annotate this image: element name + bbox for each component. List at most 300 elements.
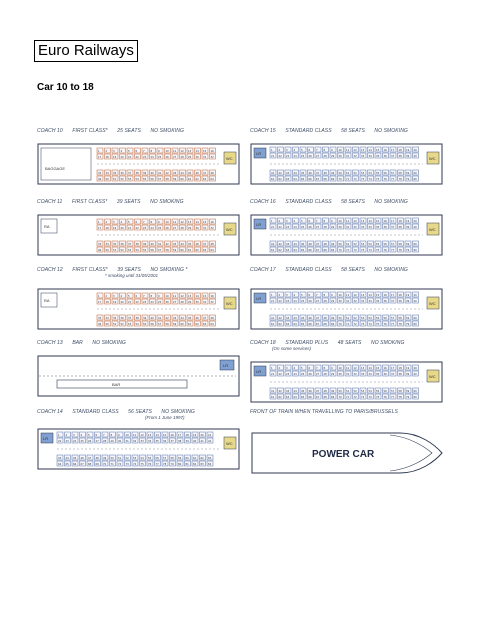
seat-number: 73 <box>361 177 365 181</box>
seat-number: 46 <box>308 316 312 320</box>
seat-number: 33 <box>361 154 365 158</box>
seat-number: 21 <box>128 300 132 304</box>
seat-number: 40 <box>413 225 417 229</box>
seat-number: 72 <box>353 395 357 399</box>
seat-number: 53 <box>128 248 132 252</box>
seat-number: 11 <box>346 148 350 152</box>
seat-number: 12 <box>353 366 357 370</box>
seat-number: 57 <box>163 456 167 460</box>
seat-number: 12 <box>180 220 184 224</box>
lr-label: LR <box>256 222 262 227</box>
seat-number: 64 <box>293 322 297 326</box>
coach-seats: 48 SEATS <box>337 340 362 346</box>
seat-number: 40 <box>150 242 154 246</box>
coach-class: STANDARD CLASS <box>285 199 332 205</box>
wc-label: WC <box>226 301 233 306</box>
seat-number: 47 <box>316 389 320 393</box>
wc-label: WC <box>429 301 436 306</box>
seat-number: 69 <box>331 395 335 399</box>
seat-number: 44 <box>293 316 297 320</box>
seat-number: 75 <box>140 462 144 466</box>
seat-number: 77 <box>391 177 395 181</box>
seat-number: 31 <box>346 154 350 158</box>
seat-number: 7 <box>316 366 318 370</box>
end-label: RA <box>44 224 50 229</box>
seat-number: 41 <box>271 171 275 175</box>
seat-number: 58 <box>165 322 169 326</box>
seat-number: 7 <box>143 149 145 153</box>
coach-seat-plan <box>37 140 242 192</box>
seat-number: 14 <box>368 293 372 297</box>
seat-number: 1 <box>98 220 100 224</box>
seat-number: 52 <box>353 242 357 246</box>
seat-number: 68 <box>323 322 327 326</box>
seat-number: 81 <box>185 462 189 466</box>
seat-number: 35 <box>113 316 117 320</box>
seat-number: 41 <box>200 439 204 443</box>
seat-number: 4 <box>120 220 123 224</box>
coach-seats: 58 SEATS <box>341 128 365 134</box>
seat-number: 58 <box>398 389 402 393</box>
seat-number: 50 <box>105 248 109 252</box>
seat-number: 49 <box>331 389 335 393</box>
coach-smoking: NO SMOKING * <box>150 267 188 273</box>
seat-number: 14 <box>195 220 199 224</box>
seat-number: 7 <box>103 433 105 437</box>
seat-number: 38 <box>398 225 402 229</box>
seat-number: 23 <box>286 154 290 158</box>
seat-number: 10 <box>165 294 169 298</box>
coach-seats: 58 SEATS <box>341 199 365 205</box>
seat-number: 28 <box>103 439 107 443</box>
seat-number: 27 <box>173 155 177 159</box>
seat-number: 76 <box>383 395 387 399</box>
seat-number: 60 <box>413 242 417 246</box>
lr-label: LR <box>256 296 262 301</box>
seat-number: 13 <box>148 433 152 437</box>
seat-number: 47 <box>203 171 207 175</box>
seat-number: 29 <box>331 225 335 229</box>
seat-number: 38 <box>398 372 402 376</box>
seat-number: 2 <box>278 366 281 370</box>
seat-number: 69 <box>331 322 335 326</box>
seat-number: 64 <box>293 177 297 181</box>
seat-number: 36 <box>383 154 387 158</box>
seat-number: 2 <box>105 294 108 298</box>
coach-class: STANDARD PLUS <box>285 340 329 346</box>
seat-number: 52 <box>353 389 357 393</box>
seat-number: 50 <box>338 242 342 246</box>
seat-number: 1 <box>58 433 60 437</box>
seat-number: 61 <box>271 248 275 252</box>
seat-number: 63 <box>286 177 290 181</box>
coach-header <box>250 199 480 205</box>
seat-number: 47 <box>316 316 320 320</box>
seat-number: 3 <box>286 366 288 370</box>
seat-number: 72 <box>353 322 357 326</box>
seat-number: 42 <box>208 439 212 443</box>
seat-number: 9 <box>158 149 160 153</box>
seat-number: 77 <box>155 462 159 466</box>
seat-number: 34 <box>148 439 152 443</box>
seat-number: 55 <box>376 242 380 246</box>
seat-number: 28 <box>323 154 327 158</box>
seat-number: 72 <box>118 462 122 466</box>
seat-number: 21 <box>271 372 275 376</box>
seat-number: 6 <box>308 293 311 297</box>
seat-number: 35 <box>113 171 117 175</box>
seat-number: 16 <box>170 433 174 437</box>
coach-name: COACH 17 <box>250 267 276 273</box>
seat-number: 37 <box>391 154 395 158</box>
seat-number: 12 <box>180 294 184 298</box>
seat-number: 47 <box>203 316 207 320</box>
seat-number: 23 <box>143 300 147 304</box>
seat-number: 41 <box>271 316 275 320</box>
coach-seat-plan <box>250 211 445 263</box>
seat-number: 45 <box>301 242 305 246</box>
seat-number: 79 <box>406 395 410 399</box>
seat-number: 30 <box>195 300 199 304</box>
seat-number: 62 <box>195 322 199 326</box>
seat-number: 20 <box>200 433 204 437</box>
seat-number: 52 <box>120 177 124 181</box>
seat-number: 28 <box>180 226 184 230</box>
seat-number: 59 <box>406 389 410 393</box>
seat-number: 59 <box>178 456 182 460</box>
seat-number: 7 <box>143 294 145 298</box>
seat-number: 49 <box>331 242 335 246</box>
seat-number: 60 <box>185 456 189 460</box>
lr-label: LR <box>256 369 262 374</box>
seat-number: 18 <box>398 148 402 152</box>
seat-number: 66 <box>308 177 312 181</box>
seat-number: 42 <box>165 316 169 320</box>
seat-number: 22 <box>278 299 282 303</box>
wc-label: WC <box>429 227 436 232</box>
seat-number: 63 <box>203 322 207 326</box>
seat-number: 16 <box>210 220 214 224</box>
seat-number: 76 <box>383 248 387 252</box>
seat-number: 21 <box>271 225 275 229</box>
seat-number: 38 <box>135 316 139 320</box>
seat-number: 28 <box>180 300 184 304</box>
seat-number: 55 <box>143 322 147 326</box>
seat-number: 59 <box>173 322 177 326</box>
seat-number: 68 <box>323 177 327 181</box>
seat-number: 25 <box>301 225 305 229</box>
seat-number: 46 <box>195 171 199 175</box>
seat-number: 64 <box>210 248 214 252</box>
seat-number: 6 <box>135 149 138 153</box>
seat-number: 30 <box>118 439 122 443</box>
seat-number: 20 <box>120 300 124 304</box>
seat-number: 24 <box>150 155 154 159</box>
seat-number: 36 <box>383 299 387 303</box>
seat-number: 14 <box>155 433 159 437</box>
coach-class: FIRST CLASS* <box>71 199 108 205</box>
seat-number: 6 <box>308 219 311 223</box>
seat-number: 36 <box>163 439 167 443</box>
seat-number: 59 <box>406 171 410 175</box>
end-label: BAGGAGE <box>45 166 66 171</box>
seat-number: 58 <box>170 456 174 460</box>
seat-number: 17 <box>391 219 395 223</box>
seat-number: 6 <box>308 366 311 370</box>
seat-number: 53 <box>133 456 137 460</box>
seat-number: 45 <box>301 171 305 175</box>
seat-number: 27 <box>316 154 320 158</box>
seat-number: 31 <box>346 372 350 376</box>
seat-number: 3 <box>113 294 115 298</box>
seat-number: 36 <box>383 225 387 229</box>
seat-number: 14 <box>195 149 199 153</box>
seat-number: 46 <box>308 242 312 246</box>
coach-note: (On some services) <box>272 346 312 351</box>
seat-number: 33 <box>98 242 102 246</box>
seat-number: 10 <box>338 293 342 297</box>
seat-number: 26 <box>308 225 312 229</box>
seat-number: 44 <box>293 242 297 246</box>
seat-number: 69 <box>331 177 335 181</box>
seat-number: 66 <box>308 248 312 252</box>
seat-number: 57 <box>158 248 162 252</box>
seat-number: 49 <box>98 177 102 181</box>
seat-number: 11 <box>133 433 137 437</box>
seat-number: 80 <box>413 177 417 181</box>
seat-number: 60 <box>180 177 184 181</box>
seat-number: 18 <box>398 219 402 223</box>
lr-label: LR <box>43 436 49 441</box>
seat-number: 14 <box>368 366 372 370</box>
seat-number: 42 <box>165 171 169 175</box>
seat-number: 31 <box>203 300 207 304</box>
seat-number: 2 <box>278 148 281 152</box>
seat-number: 65 <box>65 462 69 466</box>
coach-seat-plan <box>250 140 445 192</box>
seat-number: 29 <box>331 299 335 303</box>
seat-number: 65 <box>301 248 305 252</box>
seat-number: 75 <box>376 322 380 326</box>
seat-number: 25 <box>158 300 162 304</box>
seat-number: 58 <box>165 248 169 252</box>
seat-number: 14 <box>195 294 199 298</box>
seat-number: 47 <box>203 242 207 246</box>
seat-number: 3 <box>73 433 75 437</box>
seat-number: 30 <box>338 225 342 229</box>
seat-number: 32 <box>133 439 137 443</box>
seat-number: 70 <box>338 322 342 326</box>
seat-number: 53 <box>361 316 365 320</box>
wc-label: WC <box>429 374 436 379</box>
seat-number: 27 <box>173 226 177 230</box>
seat-number: 53 <box>128 177 132 181</box>
seat-number: 18 <box>105 155 109 159</box>
seat-number: 32 <box>210 155 214 159</box>
seat-number: 42 <box>278 316 282 320</box>
seat-number: 46 <box>195 316 199 320</box>
seat-number: 35 <box>113 242 117 246</box>
seat-number: 21 <box>208 433 212 437</box>
seat-number: 56 <box>383 316 387 320</box>
coach-smoking: NO SMOKING <box>150 199 184 205</box>
seat-number: 26 <box>165 226 169 230</box>
seat-number: 66 <box>308 322 312 326</box>
seat-number: 63 <box>203 177 207 181</box>
seat-number: 49 <box>98 322 102 326</box>
seat-number: 10 <box>125 433 129 437</box>
seat-number: 59 <box>406 316 410 320</box>
seat-number: 80 <box>413 395 417 399</box>
seat-number: 23 <box>143 155 147 159</box>
seat-number: 43 <box>173 316 177 320</box>
seat-number: 8 <box>110 433 113 437</box>
seat-number: 51 <box>346 316 350 320</box>
seat-number: 30 <box>338 299 342 303</box>
seat-number: 83 <box>200 462 204 466</box>
seat-number: 26 <box>165 155 169 159</box>
seat-number: 40 <box>413 372 417 376</box>
seat-number: 27 <box>316 225 320 229</box>
seat-number: 48 <box>323 242 327 246</box>
seat-number: 61 <box>271 322 275 326</box>
seat-number: 24 <box>293 225 297 229</box>
seat-number: 35 <box>155 439 159 443</box>
seat-number: 79 <box>406 322 410 326</box>
seat-number: 16 <box>383 148 387 152</box>
seat-number: 42 <box>278 171 282 175</box>
seat-number: 44 <box>180 316 184 320</box>
seat-number: 28 <box>323 299 327 303</box>
seat-number: 8 <box>150 294 153 298</box>
coach-header <box>37 128 267 134</box>
coach-smoking: NO SMOKING <box>161 409 195 415</box>
seat-number: 48 <box>95 456 99 460</box>
seat-number: 33 <box>361 372 365 376</box>
coach-name: COACH 13 <box>37 340 63 346</box>
seat-number: 26 <box>88 439 92 443</box>
seat-number: 67 <box>316 177 320 181</box>
coach-seats: 58 SEATS <box>341 267 365 273</box>
seat-number: 75 <box>376 248 380 252</box>
seat-number: 66 <box>73 462 77 466</box>
seat-number: 1 <box>98 149 100 153</box>
seat-number: 35 <box>376 154 380 158</box>
seat-number: 42 <box>165 242 169 246</box>
seat-number: 37 <box>128 316 132 320</box>
seat-number: 3 <box>113 149 115 153</box>
seat-number: 52 <box>353 171 357 175</box>
seat-number: 10 <box>338 219 342 223</box>
seat-number: 30 <box>338 372 342 376</box>
seat-number: 20 <box>413 148 417 152</box>
seat-number: 70 <box>103 462 107 466</box>
seat-number: 51 <box>113 322 117 326</box>
seat-number: 18 <box>105 226 109 230</box>
lr-label: LR <box>223 363 229 368</box>
seat-number: 48 <box>210 171 214 175</box>
seat-number: 39 <box>406 154 410 158</box>
seat-number: 13 <box>188 149 192 153</box>
seat-number: 30 <box>195 226 199 230</box>
seat-number: 25 <box>80 439 84 443</box>
seat-number: 33 <box>361 299 365 303</box>
seat-number: 56 <box>150 248 154 252</box>
seat-number: 61 <box>188 177 192 181</box>
seat-number: 29 <box>188 226 192 230</box>
seat-number: 5 <box>128 149 130 153</box>
coach-seats: 25 SEATS <box>117 128 141 134</box>
seat-number: 52 <box>120 248 124 252</box>
seat-number: 5 <box>128 294 130 298</box>
seat-number: 63 <box>203 248 207 252</box>
seat-number: 80 <box>413 322 417 326</box>
seat-number: 33 <box>98 316 102 320</box>
seat-number: 25 <box>158 226 162 230</box>
seat-number: 54 <box>135 248 139 252</box>
seat-number: 14 <box>368 219 372 223</box>
seat-number: 63 <box>286 248 290 252</box>
coach-name: COACH 15 <box>250 128 276 134</box>
seat-number: 60 <box>180 322 184 326</box>
seat-number: 3 <box>286 148 288 152</box>
coach-name: COACH 10 <box>37 128 63 134</box>
coach-class: FIRST CLASS* <box>72 128 108 134</box>
seat-number: 36 <box>120 316 124 320</box>
seat-number: 20 <box>413 219 417 223</box>
seat-number: 37 <box>391 225 395 229</box>
seat-number: 15 <box>376 366 380 370</box>
seat-number: 76 <box>148 462 152 466</box>
seat-number: 18 <box>185 433 189 437</box>
seat-number: 51 <box>118 456 122 460</box>
coach-seats: 39 SEATS <box>116 199 141 205</box>
seat-number: 23 <box>143 226 147 230</box>
seat-number: 43 <box>58 456 62 460</box>
seat-number: 56 <box>383 171 387 175</box>
seat-number: 31 <box>125 439 129 443</box>
seat-number: 5 <box>301 293 303 297</box>
seat-number: 31 <box>203 226 207 230</box>
seat-number: 46 <box>80 456 84 460</box>
seat-number: 73 <box>361 395 365 399</box>
seat-number: 42 <box>278 389 282 393</box>
seat-number: 24 <box>293 372 297 376</box>
seat-number: 33 <box>361 225 365 229</box>
seat-number: 65 <box>301 177 305 181</box>
seat-number: 44 <box>65 456 69 460</box>
seat-number: 11 <box>173 149 177 153</box>
coach-name: COACH 14 <box>37 409 63 415</box>
seat-number: 19 <box>406 293 410 297</box>
seat-number: 20 <box>120 226 124 230</box>
seat-number: 28 <box>180 155 184 159</box>
seat-number: 71 <box>346 248 350 252</box>
seat-number: 71 <box>346 322 350 326</box>
seat-number: 67 <box>316 322 320 326</box>
seat-number: 34 <box>368 299 372 303</box>
coach-header <box>37 340 267 346</box>
coach-class: STANDARD CLASS <box>285 267 332 273</box>
seat-number: 1 <box>98 294 100 298</box>
seat-number: 71 <box>346 177 350 181</box>
coach-class: STANDARD CLASS <box>72 409 119 415</box>
seat-number: 60 <box>413 316 417 320</box>
seat-number: 50 <box>338 316 342 320</box>
seat-number: 41 <box>158 316 162 320</box>
seat-number: 50 <box>105 177 109 181</box>
seat-number: 54 <box>368 242 372 246</box>
